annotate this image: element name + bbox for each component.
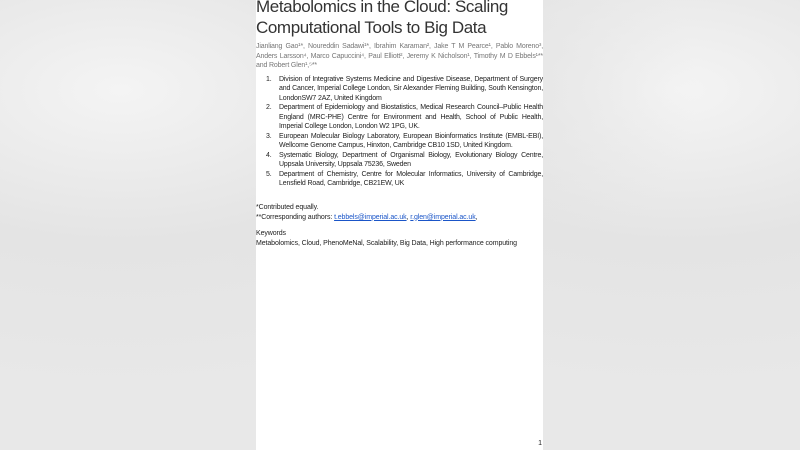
affiliation-number: 1. xyxy=(266,75,272,83)
affiliation-number: 2. xyxy=(266,104,272,111)
title-line: Metabolomics in the Cloud: Scaling xyxy=(256,0,508,16)
title-line: Computational Tools to Big Data xyxy=(256,18,487,37)
affiliation-item xyxy=(266,103,543,132)
corresponding-label: **Corresponding authors: xyxy=(256,213,335,221)
page-spacer xyxy=(256,249,543,440)
page-title xyxy=(256,0,543,38)
keywords-text: Metabolomics, Cloud, PhenoMeNal, Scalability, Big Data, High performance computing xyxy=(256,239,517,247)
affiliation-text: Department of Chemistry, Centre for Molecular Informatics, University of Cambridge, Lensfield Road, Cambridge, CB21EW, UK xyxy=(279,170,543,187)
author-list: Jianliang Gao¹*, Noureddin Sadawi¹*, Ibrahim Karaman², Jake T M Pearce¹, Pablo Moreno³, Anders Larsson⁴, Marco Capuccini⁴, Paul Elliott², Jeremy K Nicholson¹, Timothy M D Ebbels¹** and Robert Glen¹,⁵** xyxy=(256,43,543,69)
email-link-glen[interactable]: r.glen@imperial.ac.uk xyxy=(410,213,476,221)
affiliation-number: 4. xyxy=(266,151,272,159)
contributed-note: *Contributed equally. xyxy=(256,203,319,211)
keywords-section xyxy=(256,229,543,249)
document-page xyxy=(256,0,543,450)
affiliation-text: Department of Epidemiology and Biostatistics, Medical Research Council–Public Health England (MRC-PHE) Centre for Environment and Health, School of Public Health, Imperial College London, London W2 1PG, UK. xyxy=(279,104,543,130)
affiliation-text: Systematic Biology, Department of Organismal Biology, Evolutionary Biology Centre, Uppsala University, Uppsala 75236, Sweden xyxy=(279,151,543,168)
affiliation-item xyxy=(266,132,543,151)
affiliation-item xyxy=(266,170,543,189)
email-link-ebbels[interactable]: t.ebbels@imperial.ac.uk xyxy=(334,213,407,221)
affiliation-text: European Molecular Biology Laboratory, European Bioinformatics Institute (EMBL-EBI), Wellcome Genome Campus, Hinxton, Cambridge CB10 1SD, United Kingdom. xyxy=(279,132,543,149)
affiliation-number: 5. xyxy=(266,170,272,178)
page-number: 1 xyxy=(538,440,542,447)
affiliation-item xyxy=(266,75,543,104)
affiliation-text: Division of Integrative Systems Medicine and Digestive Disease, Department of Surgery and Cancer, Imperial College London, Sir Alexander Fleming Building, South Kensington, LondonSW7 2AZ, United Kingdom xyxy=(279,75,543,102)
affiliation-list xyxy=(266,75,543,189)
keywords-heading: Keywords xyxy=(256,229,286,237)
author-notes xyxy=(256,203,543,223)
affiliation-number: 3. xyxy=(266,132,272,140)
corresponding-note: **Corresponding authors: t.ebbels@imperial.ac.uk, r.glen@imperial.ac.uk, xyxy=(256,213,478,221)
affiliation-item xyxy=(266,151,543,170)
